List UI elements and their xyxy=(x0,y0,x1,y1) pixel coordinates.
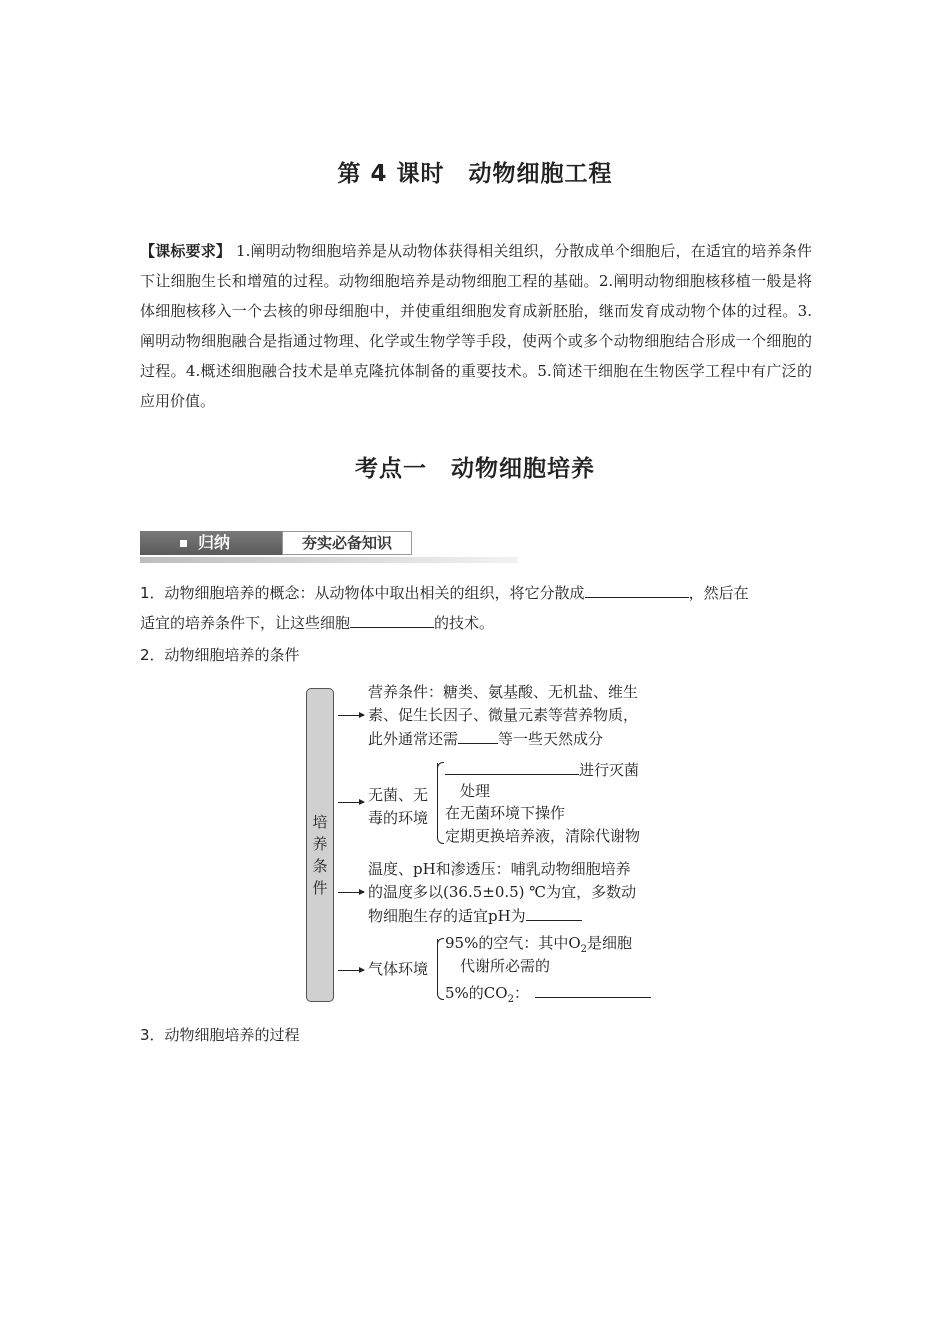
sterile-item-1b: 处理 xyxy=(460,782,491,800)
center-label: 培养条件 xyxy=(312,813,328,897)
arrow-icon xyxy=(338,970,364,971)
gas-text: 5%的CO xyxy=(445,984,508,1002)
arrow-icon xyxy=(338,892,364,893)
fill-blank[interactable] xyxy=(526,904,582,921)
arrow-icon xyxy=(338,715,364,716)
banner-light-label: 夯实必备知识 xyxy=(282,531,412,555)
item-1-text-a: 从动物体中取出相关的组织，将它分散成 xyxy=(314,584,585,602)
nutrition-line-1: 营养条件：糖类、氨基酸、无机盐、维生 xyxy=(368,683,639,701)
sterile-label-2: 毒的环境 xyxy=(368,809,429,827)
banner-dark-label: 归纳 xyxy=(198,533,231,552)
requirements-label: 【课标要求】 xyxy=(140,242,232,260)
fill-blank[interactable] xyxy=(585,579,689,598)
fill-blank[interactable] xyxy=(445,758,579,775)
nutrition-line-3 xyxy=(368,727,603,751)
temp-text: 物细胞生存的适宜pH为 xyxy=(368,907,526,925)
nutrition-line-2: 素、促生长因子、微量元素等营养物质， xyxy=(368,706,639,724)
item-1 xyxy=(140,578,812,638)
square-bullet-icon xyxy=(180,540,187,547)
item-1-text-d: 的技术。 xyxy=(434,614,495,632)
fill-blank[interactable] xyxy=(535,981,651,998)
gas-text: 是细胞 xyxy=(587,934,633,952)
nutrition-text: 等一些天然成分 xyxy=(498,730,604,748)
banner-dark-tab xyxy=(140,531,282,555)
item-2 xyxy=(140,640,300,670)
gas-sub: 2 xyxy=(507,994,514,1005)
brace-icon xyxy=(437,938,444,1000)
item-2-lead: 2．动物细胞培养的条件 xyxy=(140,646,300,664)
gas-sub: 2 xyxy=(580,944,588,955)
gas-item-2 xyxy=(445,981,651,1011)
gas-item-1b: 代谢所必需的 xyxy=(460,957,551,975)
conditions-diagram xyxy=(300,680,670,1010)
brace-icon xyxy=(437,762,444,844)
lesson-title: 第 4 课时 动物细胞工程 xyxy=(337,161,613,187)
gas-text: ： xyxy=(513,984,529,1002)
nutrition-text: 此外通常还需 xyxy=(368,730,459,748)
item-3 xyxy=(140,1020,300,1050)
item-1-text-b: ，然后在 xyxy=(688,584,749,602)
fill-blank[interactable] xyxy=(458,727,498,744)
banner-shade xyxy=(140,557,518,563)
sterile-label-1: 无菌、无 xyxy=(368,786,429,804)
item-3-lead: 3．动物细胞培养的过程 xyxy=(140,1026,300,1044)
section-title: 考点一 动物细胞培养 xyxy=(355,456,595,482)
center-pillar xyxy=(306,688,334,1002)
temp-line-1: 温度、pH和渗透压：哺乳动物细胞培养 xyxy=(368,860,631,878)
gas-text: 95%的空气：其中O xyxy=(445,934,581,952)
temp-line-2: 的温度多以(36.5±0.5) ℃为宜，多数动 xyxy=(368,883,637,901)
sterile-item-2: 在无菌环境下操作 xyxy=(445,804,566,822)
item-1-text-c: 适宜的培养条件下，让这些细胞 xyxy=(140,614,351,632)
temp-line-3 xyxy=(368,904,582,928)
sterile-item-text: 进行灭菌 xyxy=(579,761,640,779)
item-1-lead: 1．动物细胞培养的概念： xyxy=(140,584,315,602)
requirements-text: 1.阐明动物细胞培养是从动物体获得相关组织，分散成单个细胞后，在适宜的培养条件下让细胞生长和增殖的过程。动物细胞培养是动物细胞工程的基础。2.阐明动物细胞核移植一般是将体细胞核移入一个去核的卵母细胞中，并使重组细胞发育成新胚胎，继而发育成动物个体的过程。3.阐明动物细胞融合是指通过物理、化学或生物学等手段，使两个或多个动物细胞结合形成一个细胞的过程。4.概述细胞融合技术是单克隆抗体制备的重要技术。5.简述干细胞在生物医学工程中有广泛的应用价值。 xyxy=(140,242,812,410)
curriculum-requirements xyxy=(140,236,812,416)
gas-label: 气体环境 xyxy=(368,960,429,978)
sterile-item-1 xyxy=(445,758,639,782)
section-banner xyxy=(140,529,518,563)
fill-blank[interactable] xyxy=(350,609,434,628)
arrow-icon xyxy=(338,802,364,803)
sterile-item-3: 定期更换培养液，清除代谢物 xyxy=(445,827,641,845)
